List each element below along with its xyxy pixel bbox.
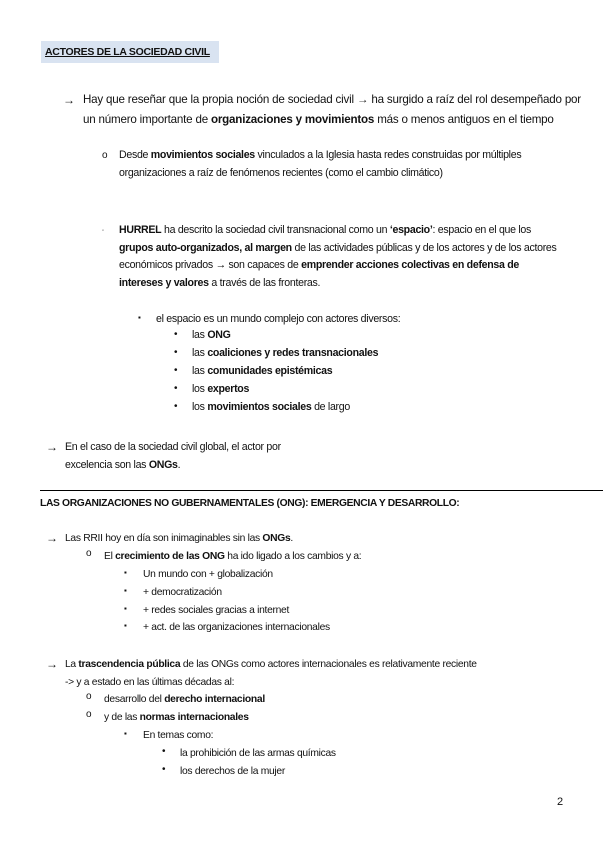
bold-run: emprender acciones colectivas en defensa de intereses y valores <box>119 259 520 289</box>
text-run: son capaces de <box>228 259 299 271</box>
bold-run: HURREL <box>119 224 162 236</box>
text-run: ha surgido a raíz del rol desempeñado por un número importante de <box>83 93 581 126</box>
section-title-ong: LAS ORGANIZACIONES NO GUBERNAMENTALES (ONG): EMERGENCIA Y DESARROLLO: <box>40 498 460 509</box>
square-bullet: ▪ <box>124 568 127 577</box>
actor-item: los movimientos sociales de largo <box>192 401 350 413</box>
dot-bullet: • <box>174 347 178 358</box>
text-run: : espacio en el que los <box>432 224 532 236</box>
actor-item: las coaliciones y redes transnacionales <box>192 347 379 359</box>
inline-arrow-icon: → <box>215 259 226 271</box>
cambio-item: + act. de las organizaciones internacionales <box>143 622 330 633</box>
paragraph-ong-line1: En el caso de la sociedad civil global, el actor por <box>65 441 281 453</box>
text-run: de las actividades públicas y de los actores y de los actores económicos privados <box>119 241 557 271</box>
temas-label: En temas como: <box>143 730 214 741</box>
square-bullet: ▪ <box>124 604 127 613</box>
paragraph-trascendencia: La trascendencia pública de las ONGs como actores internacionales es relativamente reciente <box>65 659 477 670</box>
square-bullet: ▪ <box>124 586 127 595</box>
bold-run: organizaciones y movimientos <box>210 112 375 126</box>
arrow-bullet: → <box>46 531 58 545</box>
espacio-line: el espacio es un mundo complejo con actores diversos: <box>156 313 401 325</box>
dot-bullet: • <box>162 764 166 775</box>
inline-arrow-icon: → <box>356 93 369 106</box>
circle-bullet: o <box>86 691 92 702</box>
section-divider <box>40 490 603 491</box>
normas-item: y de las normas internacionales <box>104 712 249 723</box>
dot-bullet: • <box>174 365 178 376</box>
circle-bullet: o <box>86 548 92 559</box>
dot-bullet: • <box>162 746 166 757</box>
cambio-item: Un mundo con + globalización <box>143 569 273 580</box>
arrow-bullet: → <box>63 93 75 107</box>
dot-bullet: • <box>174 383 178 394</box>
square-bullet: ▪ <box>124 729 127 738</box>
page-number: 2 <box>557 796 564 808</box>
text-run: a través de las fronteras. <box>211 276 321 289</box>
cambio-item: + redes sociales gracias a internet <box>143 605 290 616</box>
actor-item: las comunidades epistémicas <box>192 365 333 377</box>
paragraph-rrii: Las RRII hoy en día son inimaginables sin las ONGs. <box>65 533 293 544</box>
paragraph-ong-line2: excelencia son las ONGs. <box>65 459 181 471</box>
text-run: ha descrito la sociedad civil transnacional como un <box>164 224 388 236</box>
tema-item: los derechos de la mujer <box>180 766 285 777</box>
dot-bullet: • <box>174 401 178 412</box>
paragraph-movimientos <box>119 147 569 182</box>
arrow-bullet: → <box>46 657 58 671</box>
square-bullet: ▪ <box>124 621 127 630</box>
paragraph-hurrel <box>119 222 564 292</box>
dot-bullet: • <box>174 329 178 340</box>
circle-bullet: o <box>102 150 108 161</box>
circle-bullet: o <box>86 709 92 720</box>
tema-item: la prohibición de las armas químicas <box>180 748 336 759</box>
derecho-item: desarrollo del derecho internacional <box>104 694 265 705</box>
cambio-item: + democratización <box>143 587 222 598</box>
small-dot-bullet: ◦ <box>102 228 105 234</box>
actor-item: los expertos <box>192 383 250 395</box>
text-run: vinculados a la Iglesia hasta redes construidas por múltiples organizaciones a raíz de fenómenos recientes (como el cambio climático) <box>119 149 522 179</box>
paragraph-sociedad-civil <box>83 90 583 129</box>
text-run: más o menos antiguos en el tiempo <box>377 112 554 126</box>
arrow-bullet: → <box>46 440 58 454</box>
text-run: Hay que reseñar que la propia noción de sociedad civil <box>83 93 354 106</box>
text-run: Desde <box>119 149 149 161</box>
bold-run: movimientos sociales <box>150 149 255 161</box>
square-bullet: ▪ <box>138 313 141 322</box>
section-title-actores: ACTORES DE LA SOCIEDAD CIVIL <box>41 41 219 63</box>
paragraph-trascendencia-line2: -> y a estado en las últimas décadas al: <box>65 677 235 688</box>
bold-run: grupos auto-organizados, al margen <box>119 241 292 254</box>
actor-item: las ONG <box>192 329 231 341</box>
bold-run: ‘espacio’ <box>389 224 433 236</box>
paragraph-crecimiento: El crecimiento de las ONG ha ido ligado a los cambios y a: <box>104 551 362 562</box>
